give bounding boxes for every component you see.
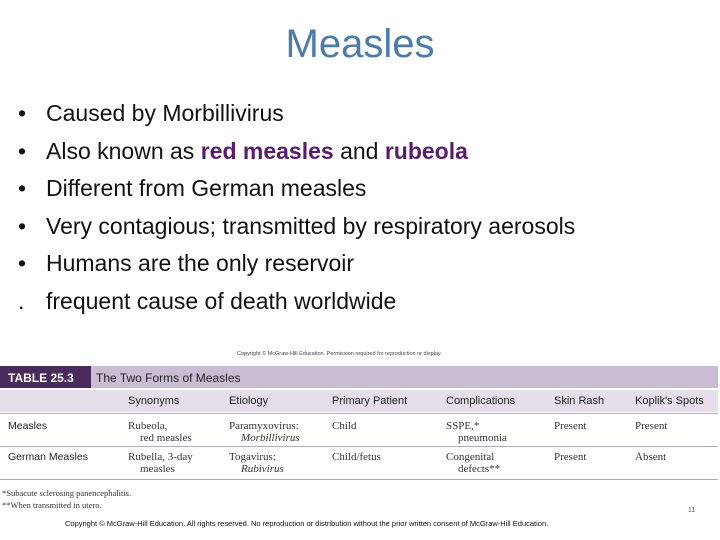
cell-primary-patient: Child/fetus (332, 451, 381, 463)
header-synonyms: Synonyms (128, 395, 180, 407)
bullet-item (18, 245, 708, 283)
cell-line: Togavirus: (229, 451, 276, 463)
cell-line: Rubella, 3-day (128, 451, 193, 463)
bullet-item (18, 283, 708, 321)
bullet-marker: • (18, 212, 27, 239)
table-header-row (0, 390, 718, 412)
cell-synonyms (128, 451, 193, 475)
table-copyright-notice: Copyright © McGraw-Hill Education. Permission required for reproduction or display. (237, 351, 442, 357)
bullet-text: Caused by Morbillivirus (46, 100, 284, 126)
cell-line: Congenital (446, 451, 495, 463)
table-footnote: *Subacute sclerosing panencephalitis. (2, 488, 132, 498)
cell-kopliks-spots: Present (635, 420, 668, 432)
header-complications: Complications (446, 395, 516, 407)
cell-etiology (229, 420, 300, 444)
cell-complications (446, 451, 500, 475)
row-name-measles: Measles (8, 420, 48, 432)
slide-title: Measles (285, 22, 435, 66)
bullet-item (18, 95, 708, 133)
cell-line: pneumonia (458, 432, 507, 444)
cell-line: defects** (458, 463, 501, 475)
table-footnote: **When transmitted in utero. (2, 500, 102, 510)
table-name: The Two Forms of Measles (96, 371, 241, 385)
bullet-marker: • (18, 100, 27, 126)
bullet-text: Different from German measles (46, 175, 367, 201)
bullet-text: Humans are the only reservoir (46, 250, 355, 276)
cell-line: Paramyxovirus: (229, 420, 299, 432)
bullet-text: and (333, 137, 385, 164)
cell-skin-rash: Present (554, 420, 587, 432)
bullet-item (18, 133, 708, 171)
bullet-marker: • (18, 250, 27, 276)
cell-synonyms (128, 420, 192, 444)
footer-copyright: Copyright © McGraw-Hill Education. All rights reserved. No reproduction or distribution without the prior written consent of McGraw-Hill Education. (65, 519, 549, 528)
page-number: 11 (688, 507, 696, 514)
measles-table (0, 364, 718, 512)
cell-line: measles (140, 463, 175, 475)
header-divider (0, 413, 718, 414)
cell-line: red measles (140, 432, 192, 444)
table-title-bar (0, 366, 718, 388)
header-etiology: Etiology (229, 395, 269, 407)
row-divider (0, 446, 718, 447)
bullet-text: Very contagious; transmitted by respiratory aerosols (46, 212, 576, 239)
cell-complications (446, 420, 507, 444)
bullet-marker: . (18, 287, 25, 314)
bullet-item (18, 208, 708, 246)
cell-skin-rash: Present (554, 451, 587, 463)
cell-line: Morbillivirus (241, 432, 300, 444)
cell-line: SSPE,* (446, 420, 480, 432)
bullet-text: Also known as (46, 137, 201, 164)
bullet-marker: • (18, 137, 27, 164)
cell-line: Rubivirus (241, 463, 284, 475)
highlighted-term: rubeola (384, 137, 468, 164)
table-bottom-divider (0, 479, 718, 480)
cell-line: Rubeola, (128, 420, 168, 432)
table-number: TABLE 25.3 (0, 366, 91, 388)
header-primary-patient: Primary Patient (332, 395, 408, 407)
row-name-german-measles: German Measles (8, 451, 88, 463)
bullet-list (18, 95, 708, 320)
cell-kopliks-spots: Absent (635, 451, 667, 463)
bullet-marker: • (18, 175, 27, 201)
bullet-text: frequent cause of death worldwide (46, 287, 397, 314)
cell-etiology (229, 451, 284, 475)
header-kopliks-spots: Koplik's Spots (635, 395, 704, 407)
header-skin-rash: Skin Rash (554, 395, 605, 407)
highlighted-term: red measles (200, 137, 334, 164)
cell-primary-patient: Child (332, 420, 357, 432)
bullet-item (18, 170, 708, 208)
